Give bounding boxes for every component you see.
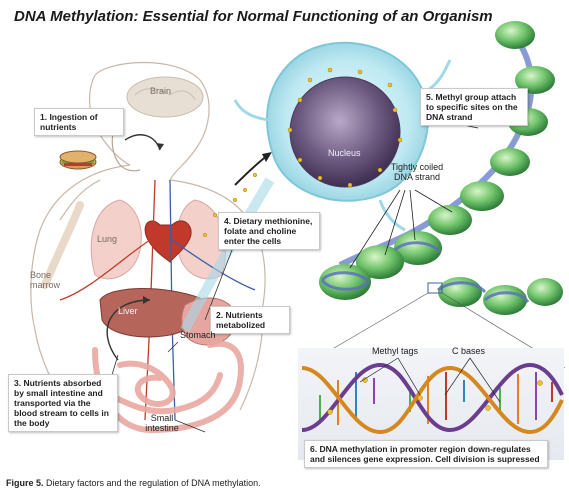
step-3-box xyxy=(8,374,118,432)
step-1-text: 1. Ingestion of nutrients xyxy=(40,112,98,133)
step-1-box xyxy=(34,108,124,136)
step-4-box xyxy=(218,212,320,250)
step-2-box xyxy=(210,306,290,334)
label-c-bases: C bases xyxy=(452,346,486,356)
step-5-box xyxy=(420,88,528,126)
step-3-text: 3. Nutrients absorbed by small intestine and transported via the blood stream to cells in the body xyxy=(14,378,109,429)
diagram-title: DNA Methylation: Essential for Normal Functioning of an Organism xyxy=(14,8,493,25)
label-stomach: Stomach xyxy=(180,330,216,340)
label-brain: Brain xyxy=(150,86,172,96)
label-nucleus: Nucleus xyxy=(328,148,361,158)
caption-figure-number: Figure 5. xyxy=(6,478,44,488)
step-4-text: 4. Dietary methionine, folate and choline enter the cells xyxy=(224,216,313,247)
label-bone-marrow: Bone marrow xyxy=(30,270,61,290)
label-tightly-coiled: Tightly coiled DNA strand xyxy=(390,162,444,182)
figure-caption xyxy=(6,478,261,488)
label-small-intestine: Small intestine xyxy=(145,413,179,433)
ingestion-arrow xyxy=(125,135,160,150)
brain-shape xyxy=(127,77,203,117)
label-liver: Liver xyxy=(118,306,138,316)
step-5-text: 5. Methyl group attach to specific sites on the DNA strand xyxy=(426,92,518,123)
label-lung: Lung xyxy=(97,234,118,244)
step-6-text: 6. DNA methylation in promoter region down-regulates and silences gene expression. Cell division is supressed xyxy=(310,444,540,465)
label-methyl-tags: Methyl tags xyxy=(372,346,419,356)
to-cell-arrow xyxy=(235,155,268,185)
step-6-box xyxy=(304,440,548,468)
sandwich-icon xyxy=(60,151,96,169)
step-2-text: 2. Nutrients metabolized xyxy=(216,310,266,331)
caption-text: Dietary factors and the regulation of DNA methylation. xyxy=(46,478,261,488)
